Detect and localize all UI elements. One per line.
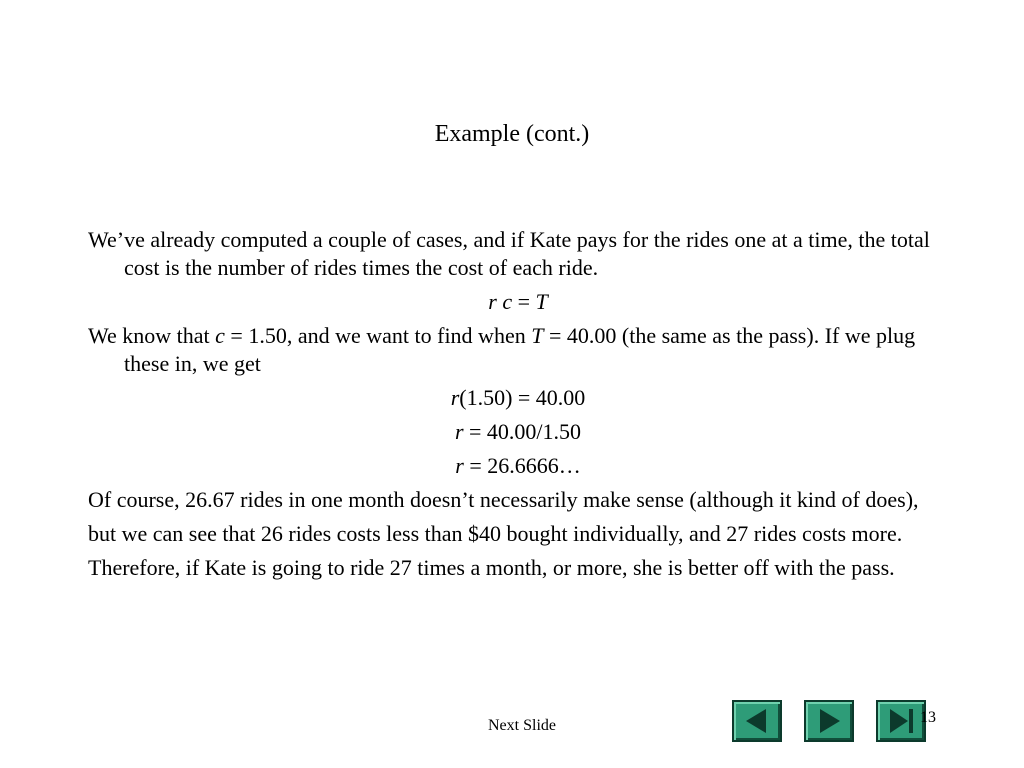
last-slide-button[interactable] — [876, 700, 926, 742]
last-icon — [886, 706, 916, 736]
eq-equals: = — [512, 289, 536, 314]
eq3-var-r: r — [454, 419, 464, 444]
next-slide-button[interactable] — [804, 700, 854, 742]
slide-navigation — [732, 700, 926, 742]
paragraph-known-values — [88, 322, 948, 378]
p2-var-c: c — [215, 323, 225, 348]
eq4-rest: = 26.6666… — [463, 453, 581, 478]
p2-part-d: = 40.00 (the same as the pass). If we plug these in, we get — [124, 323, 916, 376]
equation-division — [88, 418, 948, 446]
previous-slide-button[interactable] — [732, 700, 782, 742]
paragraph-comparison: but we can see that 26 rides costs less than $40 bought individually, and 27 rides costs more. — [88, 521, 903, 546]
eq2-var-r: r — [450, 385, 460, 410]
slide-body — [88, 226, 948, 588]
p2-part-b: = 1.50, and we want to find when — [224, 323, 532, 348]
next-slide-link[interactable]: Next Slide — [488, 717, 556, 734]
eq-var-c: c — [496, 289, 513, 314]
eq2-rest: (1.50) = 40.00 — [459, 385, 586, 410]
eq3-rest: = 40.00/1.50 — [463, 419, 582, 444]
paragraph-of-course: Of course, 26.67 rides in one month doesn’t necessarily make sense (although it kind of does), — [88, 487, 919, 512]
equation-substituted — [88, 384, 948, 412]
equation-total-cost — [88, 288, 948, 316]
next-icon — [814, 706, 844, 736]
p2-var-t: T — [531, 323, 544, 348]
p2-part-a: We know that — [88, 323, 216, 348]
previous-icon — [742, 706, 772, 736]
eq-var-r: r — [488, 289, 497, 314]
eq4-var-r: r — [455, 453, 464, 478]
paragraph-intro: We’ve already computed a couple of cases, and if Kate pays for the rides one at a time, the total cost is the number of rides times the cost of each ride. — [88, 227, 930, 280]
equation-result — [88, 452, 948, 480]
eq-var-t: T — [535, 289, 548, 314]
page-number: 13 — [920, 709, 936, 726]
slide-title: Example (cont.) — [434, 121, 590, 147]
paragraph-conclusion: Therefore, if Kate is going to ride 27 times a month, or more, she is better off with the pass. — [88, 555, 895, 580]
